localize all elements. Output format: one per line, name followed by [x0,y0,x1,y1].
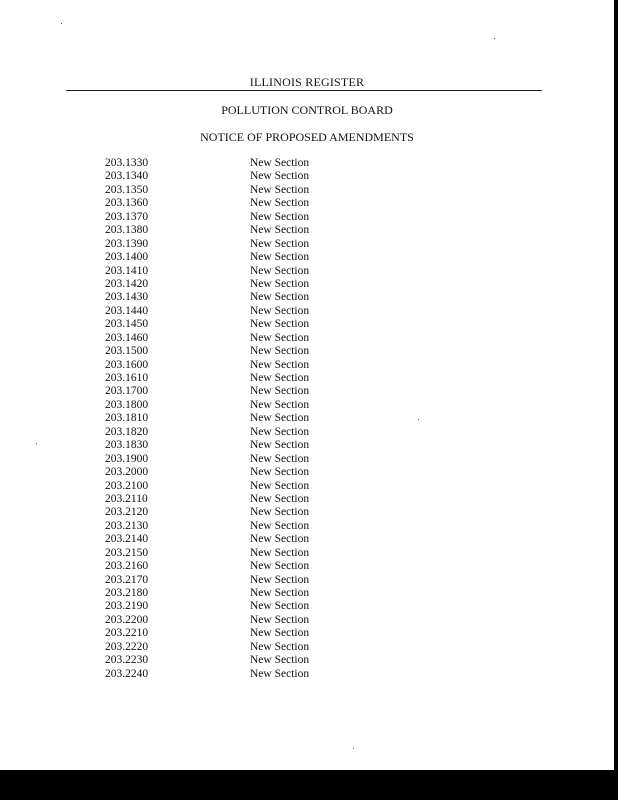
section-row [0,278,614,291]
scan-speck [418,419,419,420]
section-row [0,654,614,667]
section-number: 203.1700 [105,385,149,398]
section-row [0,197,614,210]
section-number: 203.1800 [105,398,149,411]
section-status: New Section [250,157,310,169]
section-number: 203.1360 [105,197,149,210]
section-row [0,359,614,372]
section-number: 203.1390 [105,237,149,250]
scan-speck [61,23,62,24]
section-number: 203.1450 [105,318,149,331]
section-row [0,614,614,627]
section-status: New Section [250,412,310,425]
scan-bottom-border [0,770,618,800]
scan-speck [36,443,37,444]
section-row [0,641,614,654]
section-number: 203.1460 [105,331,149,344]
section-number: 203.2240 [105,667,149,680]
section-row [0,560,614,573]
section-row [0,224,614,237]
scan-speck [353,748,354,749]
section-status: New Section [250,372,310,384]
section-status: New Section [250,667,310,680]
section-status: New Section [250,533,310,546]
section-row [0,184,614,197]
section-number: 203.2200 [105,613,149,626]
section-number: 203.1420 [105,277,149,290]
section-number: 203.1500 [105,345,149,358]
section-status: New Section [250,587,310,599]
section-row [0,520,614,533]
section-number: 203.2000 [105,466,149,479]
section-number: 203.1350 [105,183,149,196]
section-number: 203.2170 [105,573,149,586]
section-number: 203.2100 [105,479,149,492]
section-status: New Section [250,345,310,358]
section-number: 203.1400 [105,251,149,264]
section-number: 203.1380 [105,224,149,237]
section-status: New Section [250,627,310,640]
section-row [0,251,614,264]
section-status: New Section [250,318,310,331]
section-row [0,466,614,479]
section-row [0,668,614,681]
section-row [0,627,614,640]
section-row [0,480,614,493]
section-status: New Section [250,506,310,519]
section-number: 203.1600 [105,358,149,371]
section-number: 203.1440 [105,304,149,317]
section-status: New Section [250,546,310,559]
section-row [0,412,614,425]
section-status: New Section [250,237,310,250]
section-row [0,332,614,345]
section-list [0,157,614,681]
section-number: 203.2120 [105,506,149,519]
section-number: 203.2110 [105,492,148,505]
section-row [0,453,614,466]
section-status: New Section [250,331,310,344]
section-row [0,265,614,278]
section-row [0,318,614,331]
section-row [0,547,614,560]
section-row [0,493,614,506]
section-number: 203.1900 [105,452,149,465]
section-status: New Section [250,439,310,452]
section-status: New Section [250,224,310,237]
section-number: 203.2150 [105,546,149,559]
section-row [0,439,614,452]
section-row [0,291,614,304]
section-status: New Section [250,358,310,371]
section-status: New Section [250,197,310,210]
section-number: 203.1830 [105,439,149,452]
section-status: New Section [250,492,310,505]
section-status: New Section [250,452,310,465]
section-status: New Section [250,183,310,196]
section-number: 203.1610 [105,372,149,384]
section-status: New Section [250,600,310,613]
section-status: New Section [250,264,310,277]
section-row [0,574,614,587]
section-number: 203.1810 [105,412,149,425]
section-row [0,600,614,613]
section-status: New Section [250,398,310,411]
section-row [0,170,614,183]
section-status: New Section [250,385,310,398]
section-number: 203.2160 [105,560,149,573]
section-number: 203.2180 [105,587,149,599]
section-status: New Section [250,573,310,586]
section-row [0,587,614,600]
section-status: New Section [250,613,310,626]
section-number: 203.1410 [105,264,149,277]
section-row [0,345,614,358]
section-number: 203.1370 [105,210,149,223]
notice-title: NOTICE OF PROPOSED AMENDMENTS [200,130,414,144]
section-status: New Section [250,640,310,653]
section-row [0,372,614,385]
section-row [0,399,614,412]
board-title: POLLUTION CONTROL BOARD [221,103,393,117]
section-status: New Section [250,277,310,290]
section-number: 203.1340 [105,170,149,183]
section-status: New Section [250,479,310,492]
section-row [0,385,614,398]
section-number: 203.1430 [105,291,149,304]
section-status: New Section [250,466,310,479]
section-number: 203.1330 [105,157,149,169]
scan-speck [494,38,495,39]
section-row [0,506,614,519]
section-number: 203.2230 [105,654,149,667]
section-number: 203.2140 [105,533,149,546]
section-number: 203.2210 [105,627,149,640]
section-row [0,238,614,251]
section-status: New Section [250,519,310,532]
section-status: New Section [250,251,310,264]
section-status: New Section [250,425,310,438]
section-row [0,157,614,170]
section-status: New Section [250,654,310,667]
section-number: 203.2220 [105,640,149,653]
section-number: 203.2190 [105,600,149,613]
section-status: New Section [250,170,310,183]
section-row [0,305,614,318]
section-row [0,426,614,439]
section-status: New Section [250,210,310,223]
section-status: New Section [250,291,310,304]
section-number: 203.2130 [105,519,149,532]
register-title: ILLINOIS REGISTER [249,75,365,89]
section-status: New Section [250,304,310,317]
section-row [0,533,614,546]
section-number: 203.1820 [105,425,149,438]
section-row [0,211,614,224]
header-rule [66,90,542,91]
section-status: New Section [250,560,310,573]
